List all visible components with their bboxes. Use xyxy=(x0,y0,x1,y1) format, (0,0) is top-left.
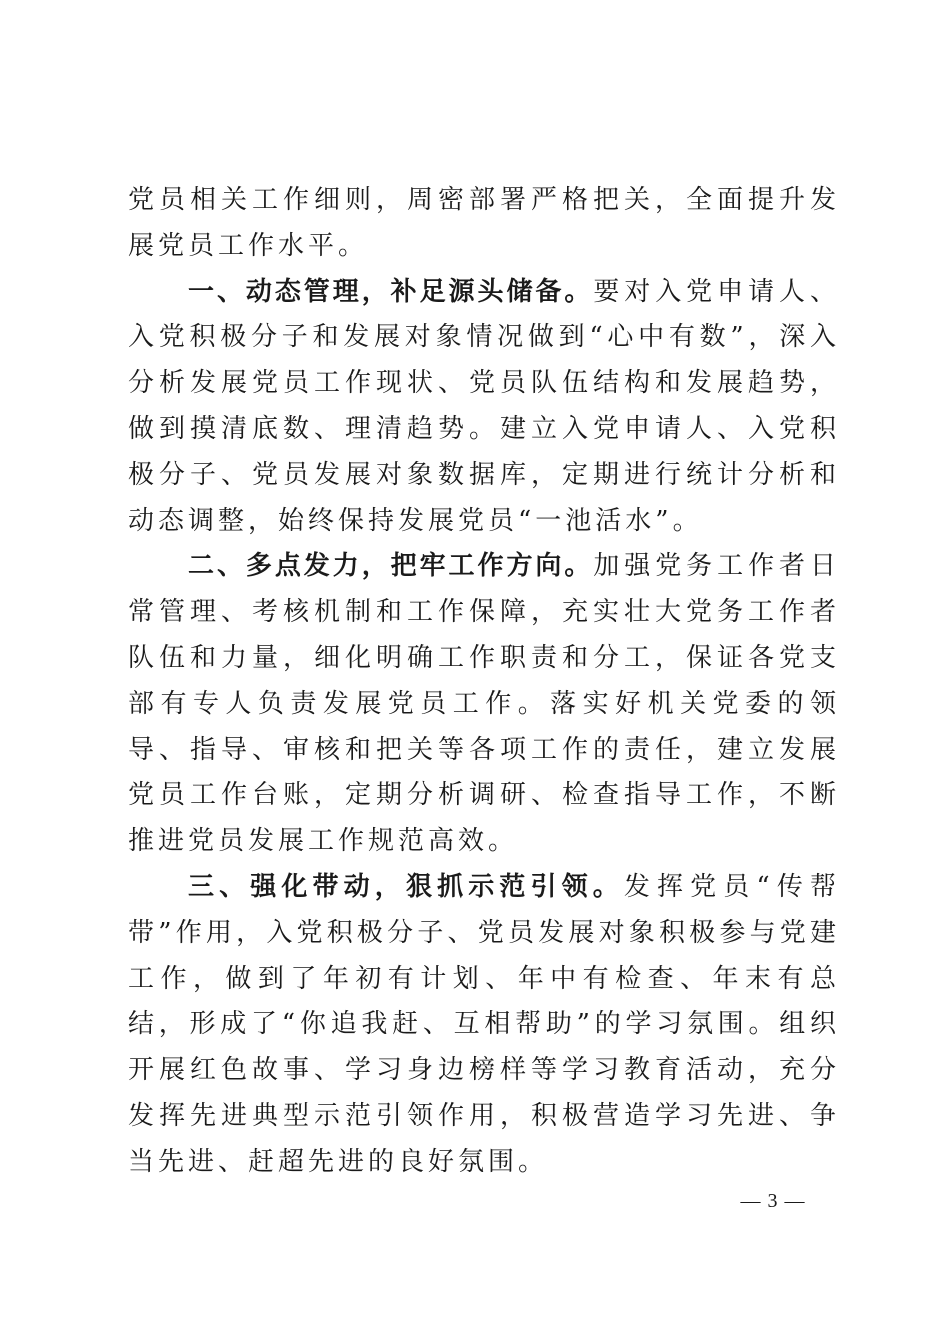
section-one-heading: 一、动态管理，补足源头储备。 xyxy=(188,276,594,307)
section-two-paragraph xyxy=(128,544,840,865)
section-three-text: 发挥党员“传帮带”作用，入党积极分子、党员发展对象积极参与党建工作，做到了年初有计划、年中有检查、年末有总结，形成了“你追我赶、互相帮助”的学习氛围。组织开展红色故事、学习身边榜样等学习教育活动，充分发挥先进典型示范引领作用，积极营造学习先进、争当先进、赶超先进的良好氛围。 xyxy=(128,871,840,1177)
section-three-heading: 三、强化带动，狠抓示范引领。 xyxy=(188,871,624,902)
section-two-text: 加强党务工作者日常管理、考核机制和工作保障，充实壮大党务工作者队伍和力量，细化明确工作职责和分工，保证各党支部有专人负责发展党员工作。落实好机关党委的领导、指导、审核和把关等各项工作的责任，建立发展党员工作台账，定期分析调研、检查指导工作，不断推进党员发展工作规范高效。 xyxy=(128,551,840,857)
body-text xyxy=(128,178,840,1186)
page-number: — 3 — xyxy=(740,1190,806,1212)
continuation-paragraph: 党员相关工作细则，周密部署严格把关，全面提升发展党员工作水平。 xyxy=(128,185,840,261)
section-one-paragraph xyxy=(128,270,840,545)
section-three-paragraph xyxy=(128,865,840,1186)
section-two-heading: 二、多点发力，把牢工作方向。 xyxy=(188,551,594,582)
section-one-text: 要对入党申请人、入党积极分子和发展对象情况做到“心中有数”，深入分析发展党员工作现状、党员队伍结构和发展趋势，做到摸清底数、理清趋势。建立入党申请人、入党积极分子、党员发展对象数据库，定期进行统计分析和动态调整，始终保持发展党员“一池活水”。 xyxy=(128,276,840,536)
